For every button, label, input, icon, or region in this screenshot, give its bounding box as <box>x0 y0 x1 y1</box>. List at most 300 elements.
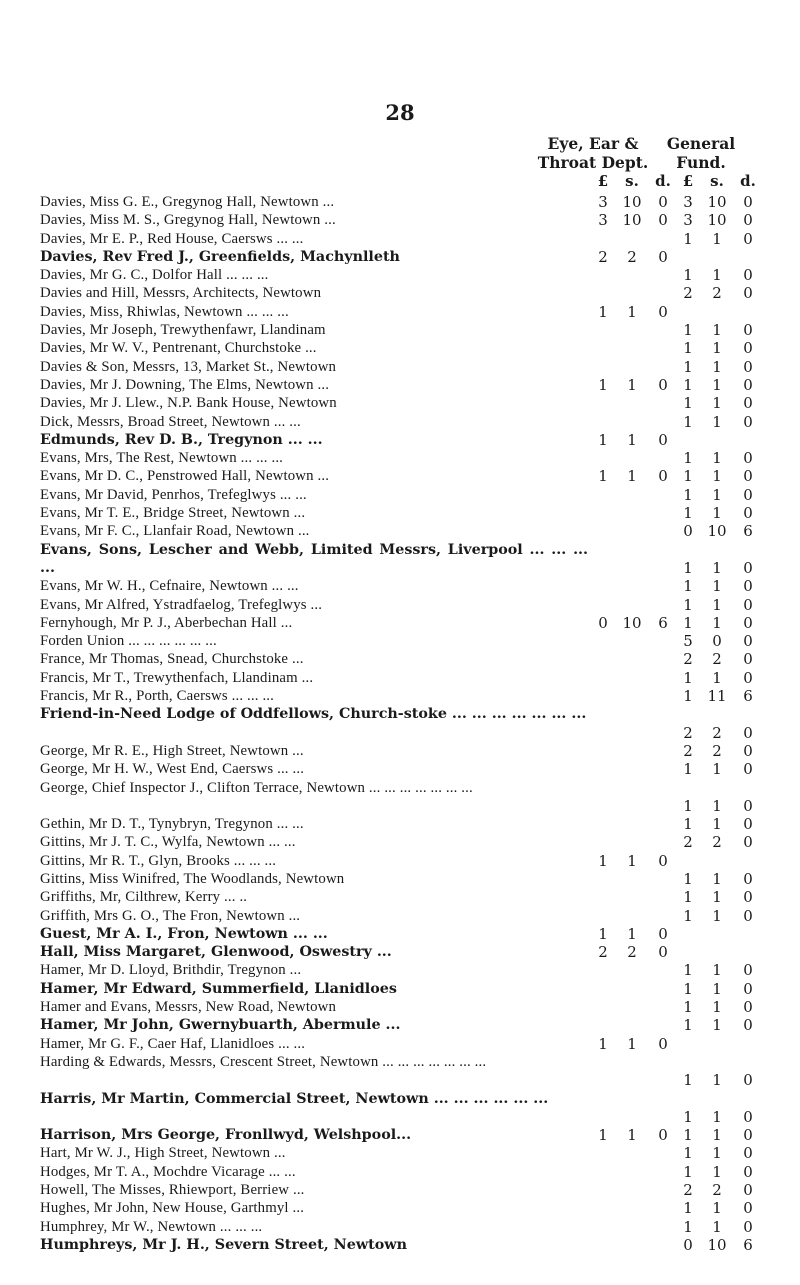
pence-value: 0 <box>743 211 753 230</box>
pounds-value: 2 <box>598 943 608 962</box>
eye-amount <box>590 303 678 321</box>
heading-line: General <box>666 134 736 153</box>
shillings-unit: s. <box>625 172 639 190</box>
general-amount <box>675 1016 763 1034</box>
general-amount <box>675 559 763 577</box>
eye-amount <box>590 211 678 229</box>
pence-unit: d. <box>740 172 756 190</box>
list-item <box>0 193 800 211</box>
shillings-value: 10 <box>622 211 642 230</box>
subscriber-name: Davies, Mr J. Llew., N.P. Bank House, Newtown <box>40 395 337 412</box>
shillings-value: 2 <box>712 833 722 852</box>
pounds-value: 1 <box>683 321 693 340</box>
subscriber-list <box>0 193 800 1254</box>
pence-value: 0 <box>743 1181 753 1200</box>
subscriber-name: Griffith, Mrs G. O., The Fron, Newtown ... <box>40 907 301 924</box>
shillings-value: 1 <box>712 961 722 980</box>
pounds-value: 2 <box>683 741 693 760</box>
subscriber-name: Hall, Miss Margaret, Glenwood, Oswestry ... <box>40 944 392 961</box>
general-amount <box>675 980 763 998</box>
pence-value: 0 <box>743 888 753 907</box>
pounds-value: 1 <box>598 430 608 449</box>
pounds-value: 1 <box>683 558 693 577</box>
subscriber-name: Evans, Mrs, The Rest, Newtown ... ... ... <box>40 450 284 467</box>
shillings-unit: s. <box>710 172 724 190</box>
list-item <box>0 376 800 394</box>
pounds-value: 1 <box>598 851 608 870</box>
shillings-value: 1 <box>627 467 637 486</box>
list-item <box>0 925 800 943</box>
pounds-value: 1 <box>683 375 693 394</box>
general-amount <box>675 833 763 851</box>
general-money-units <box>675 172 763 190</box>
general-amount <box>675 394 763 412</box>
pence-value: 0 <box>743 723 753 742</box>
pounds-value: 1 <box>683 577 693 596</box>
shillings-value: 2 <box>627 247 637 266</box>
subscriber-name: Francis, Mr R., Porth, Caersws ... ... ... <box>40 688 274 705</box>
general-amount <box>675 815 763 833</box>
subscriber-name: Hart, Mr W. J., High Street, Newtown ... <box>40 1145 286 1162</box>
shillings-value: 1 <box>712 595 722 614</box>
pence-value: 0 <box>743 613 753 632</box>
general-amount <box>675 669 763 687</box>
pounds-value: 1 <box>683 1217 693 1236</box>
pence-value: 0 <box>743 1016 753 1035</box>
pence-value: 0 <box>743 668 753 687</box>
pounds-unit: £ <box>682 172 694 190</box>
shillings-value: 2 <box>712 284 722 303</box>
pounds-value: 1 <box>683 339 693 358</box>
list-item <box>0 852 800 870</box>
list-item <box>0 998 800 1016</box>
pounds-value: 1 <box>683 815 693 834</box>
pence-value: 0 <box>743 833 753 852</box>
shillings-value: 1 <box>712 613 722 632</box>
general-amount <box>675 760 763 778</box>
shillings-value: 1 <box>712 321 722 340</box>
general-amount <box>675 724 763 742</box>
pounds-value: 1 <box>683 357 693 376</box>
pounds-value: 1 <box>683 613 693 632</box>
pounds-value: 1 <box>683 998 693 1017</box>
pounds-value: 1 <box>683 1199 693 1218</box>
list-item <box>0 742 800 760</box>
shillings-value: 10 <box>707 211 727 230</box>
subscriber-name: Davies, Mr G. C., Dolfor Hall ... ... ... <box>40 267 269 284</box>
shillings-value: 1 <box>712 1016 722 1035</box>
pence-value: 0 <box>658 1126 668 1145</box>
subscriber-name: Davies and Hill, Messrs, Architects, Newtown <box>40 285 322 302</box>
pence-value: 0 <box>743 321 753 340</box>
list-item <box>0 284 800 302</box>
shillings-value: 1 <box>627 302 637 321</box>
pounds-value: 0 <box>683 522 693 541</box>
subscriber-name: Davies, Miss G. E., Gregynog Hall, Newtown ... <box>40 194 335 210</box>
subscriber-name: Davies, Mr E. P., Red House, Caersws ... ... <box>40 230 304 247</box>
pounds-value: 1 <box>598 467 608 486</box>
subscriber-name: Hodges, Mr T. A., Mochdre Vicarage ... ... <box>40 1163 296 1180</box>
subscriber-name: Gittins, Mr R. T., Glyn, Brooks ... ... ... <box>40 852 277 869</box>
pounds-value: 1 <box>683 1162 693 1181</box>
shillings-value: 1 <box>712 998 722 1017</box>
pence-value: 0 <box>743 979 753 998</box>
pounds-value: 2 <box>683 1181 693 1200</box>
shillings-value: 10 <box>622 613 642 632</box>
shillings-value: 1 <box>712 375 722 394</box>
shillings-value: 2 <box>712 723 722 742</box>
pence-value: 0 <box>743 906 753 925</box>
pounds-value: 2 <box>683 833 693 852</box>
general-amount <box>675 376 763 394</box>
subscriber-name: France, Mr Thomas, Snead, Churchstoke ... <box>40 651 304 668</box>
general-amount <box>675 1071 763 1089</box>
pounds-value: 1 <box>683 687 693 706</box>
pence-value: 0 <box>743 632 753 651</box>
pence-value: 0 <box>743 193 753 211</box>
shillings-value: 1 <box>712 760 722 779</box>
subscriber-name: Davies, Rev Fred J., Greenfields, Machynlleth <box>40 248 400 265</box>
general-amount <box>675 797 763 815</box>
eye-amount <box>590 1126 678 1144</box>
pounds-value: 1 <box>683 229 693 248</box>
list-item <box>0 907 800 925</box>
list-item <box>0 321 800 339</box>
subscriber-name: Davies, Mr W. V., Pentrenant, Churchstoke ... <box>40 340 317 357</box>
pounds-value: 2 <box>683 284 693 303</box>
heading-line: Fund. <box>676 153 726 172</box>
pounds-value: 1 <box>598 1126 608 1145</box>
pence-value: 0 <box>743 1199 753 1218</box>
general-amount <box>675 1126 763 1144</box>
list-item <box>0 541 800 578</box>
subscriber-name: Gethin, Mr D. T., Tynybryn, Tregynon ... ... <box>40 816 304 833</box>
subscriber-name: Evans, Mr T. E., Bridge Street, Newtown ... <box>40 505 306 522</box>
general-amount <box>675 687 763 705</box>
pence-value: 0 <box>743 815 753 834</box>
list-item <box>0 980 800 998</box>
shillings-value: 1 <box>712 1144 722 1163</box>
pounds-value: 0 <box>598 613 608 632</box>
subscriber-name: Hamer, Mr John, Gwernybuarth, Abermule ... <box>40 1017 401 1034</box>
general-amount <box>675 358 763 376</box>
shillings-value: 1 <box>627 1034 637 1053</box>
shillings-value: 1 <box>627 1126 637 1145</box>
shillings-value: 1 <box>712 229 722 248</box>
list-item <box>0 1218 800 1236</box>
shillings-value: 1 <box>712 394 722 413</box>
pence-value: 0 <box>743 595 753 614</box>
pence-value: 0 <box>743 412 753 431</box>
eye-amount <box>590 1035 678 1053</box>
shillings-value: 1 <box>627 924 637 943</box>
subscriber-name: Fernyhough, Mr P. J., Aberbechan Hall ... <box>40 614 293 631</box>
subscriber-name: Davies, Miss, Rhiwlas, Newtown ... ... ... <box>40 303 289 320</box>
list-item <box>0 303 800 321</box>
general-amount <box>675 907 763 925</box>
subscriber-name: Harrison, Mrs George, Fronllwyd, Welshpool... <box>40 1127 412 1144</box>
pence-value: 0 <box>743 796 753 815</box>
general-amount <box>675 596 763 614</box>
shillings-value: 1 <box>712 906 722 925</box>
list-item <box>0 888 800 906</box>
general-amount <box>675 1163 763 1181</box>
eye-amount <box>590 193 678 211</box>
list-item <box>0 1144 800 1162</box>
general-amount <box>675 467 763 485</box>
eye-amount <box>590 431 678 449</box>
list-item <box>0 779 800 816</box>
list-item <box>0 705 800 742</box>
list-item <box>0 870 800 888</box>
pence-value: 0 <box>743 284 753 303</box>
pence-value: 6 <box>743 687 753 706</box>
pence-value: 0 <box>743 998 753 1017</box>
pence-value: 0 <box>743 760 753 779</box>
pounds-value: 1 <box>598 375 608 394</box>
pounds-value: 1 <box>683 467 693 486</box>
shillings-value: 1 <box>712 796 722 815</box>
shillings-value: 1 <box>712 1217 722 1236</box>
shillings-value: 1 <box>712 577 722 596</box>
general-fund-heading <box>612 134 790 172</box>
general-amount <box>675 742 763 760</box>
list-item <box>0 687 800 705</box>
pence-value: 0 <box>658 430 668 449</box>
subscriber-name: Friend-in-Need Lodge of Oddfellows, Church-stoke ... ... ... ... ... ... ... <box>40 706 587 723</box>
list-item <box>0 431 800 449</box>
list-item <box>0 760 800 778</box>
shillings-value: 1 <box>712 449 722 468</box>
heading-line: Eye, Ear & <box>547 134 639 153</box>
general-amount <box>675 211 763 229</box>
pounds-value: 1 <box>683 668 693 687</box>
pence-value: 6 <box>743 1235 753 1254</box>
pounds-value: 1 <box>598 302 608 321</box>
pounds-value: 1 <box>683 1071 693 1090</box>
list-item <box>0 833 800 851</box>
shillings-value: 10 <box>707 1235 727 1254</box>
heading-line: Throat Dept. <box>537 153 649 172</box>
shillings-value: 1 <box>627 375 637 394</box>
shillings-value: 1 <box>712 266 722 285</box>
shillings-value: 1 <box>712 558 722 577</box>
pounds-value: 3 <box>683 211 693 230</box>
shillings-value: 1 <box>712 888 722 907</box>
pence-value: 6 <box>658 613 668 632</box>
shillings-value: 1 <box>712 869 722 888</box>
general-amount <box>675 486 763 504</box>
general-amount <box>675 1236 763 1254</box>
shillings-value: 1 <box>712 1126 722 1145</box>
subscriber-name: George, Mr H. W., West End, Caersws ... ... <box>40 761 305 778</box>
pounds-value: 1 <box>683 266 693 285</box>
general-amount <box>675 1199 763 1217</box>
list-item <box>0 1126 800 1144</box>
shillings-value: 1 <box>712 339 722 358</box>
pounds-value: 1 <box>683 760 693 779</box>
list-item <box>0 339 800 357</box>
subscriber-name: Griffiths, Mr, Cilthrew, Kerry ... .. <box>40 889 248 906</box>
pence-value: 0 <box>743 869 753 888</box>
shillings-value: 1 <box>627 851 637 870</box>
shillings-value: 11 <box>707 687 727 706</box>
pounds-value: 1 <box>683 595 693 614</box>
pounds-value: 3 <box>683 193 693 211</box>
pounds-value: 1 <box>683 1107 693 1126</box>
list-item <box>0 504 800 522</box>
general-amount <box>675 650 763 668</box>
eye-amount <box>590 248 678 266</box>
pence-value: 0 <box>743 741 753 760</box>
shillings-value: 1 <box>712 357 722 376</box>
pounds-value: 1 <box>683 961 693 980</box>
pence-value: 0 <box>743 1107 753 1126</box>
shillings-value: 10 <box>622 193 642 211</box>
list-item <box>0 632 800 650</box>
pence-value: 0 <box>743 1162 753 1181</box>
subscriber-name: Evans, Mr D. C., Penstrowed Hall, Newtown ... <box>40 468 330 485</box>
pence-value: 0 <box>743 1217 753 1236</box>
subscriber-name: Humphreys, Mr J. H., Severn Street, Newtown <box>40 1236 407 1253</box>
subscriber-name: Hughes, Mr John, New House, Garthmyl ... <box>40 1200 305 1217</box>
subscriber-name: Evans, Mr W. H., Cefnaire, Newtown ... ... <box>40 578 299 595</box>
pounds-value: 3 <box>598 193 608 211</box>
subscriber-name: Guest, Mr A. I., Fron, Newtown ... ... <box>40 925 328 942</box>
general-amount <box>675 577 763 595</box>
list-item <box>0 1053 800 1090</box>
list-item <box>0 358 800 376</box>
eye-amount <box>590 467 678 485</box>
pence-value: 0 <box>743 375 753 394</box>
pounds-value: 3 <box>598 211 608 230</box>
shillings-value: 2 <box>712 1181 722 1200</box>
subscriber-name: Harding & Edwards, Messrs, Crescent Street, Newtown ... ... ... ... ... ... ... <box>40 1053 487 1070</box>
list-item <box>0 1163 800 1181</box>
pounds-value: 1 <box>683 796 693 815</box>
general-amount <box>675 413 763 431</box>
pence-value: 0 <box>743 339 753 358</box>
eye-amount <box>590 925 678 943</box>
pounds-value: 1 <box>683 1144 693 1163</box>
list-item <box>0 815 800 833</box>
shillings-value: 10 <box>707 522 727 541</box>
pence-value: 0 <box>743 229 753 248</box>
list-item <box>0 1016 800 1034</box>
subscriber-name: Davies, Mr Joseph, Trewythenfawr, Llandinam <box>40 322 326 339</box>
shillings-value: 1 <box>712 815 722 834</box>
subscriber-name: George, Mr R. E., High Street, Newtown ... <box>40 742 304 759</box>
general-amount <box>675 1218 763 1236</box>
pence-value: 0 <box>743 357 753 376</box>
subscriber-name: Forden Union ... ... ... ... ... ... <box>40 633 217 650</box>
shillings-value: 1 <box>712 467 722 486</box>
shillings-value: 1 <box>712 668 722 687</box>
subscriber-name: Dick, Messrs, Broad Street, Newtown ... ... <box>40 413 301 430</box>
pence-value: 0 <box>658 924 668 943</box>
general-amount <box>675 888 763 906</box>
list-item <box>0 230 800 248</box>
list-item <box>0 943 800 961</box>
pence-value: 0 <box>658 851 668 870</box>
pounds-value: 5 <box>683 632 693 651</box>
pounds-value: 2 <box>683 650 693 669</box>
pounds-value: 1 <box>683 394 693 413</box>
pence-value: 0 <box>658 193 668 211</box>
shillings-value: 1 <box>712 1162 722 1181</box>
general-amount <box>675 230 763 248</box>
subscriber-name: Hamer, Mr Edward, Summerfield, Llanidloes <box>40 980 397 997</box>
eye-amount <box>590 852 678 870</box>
eye-amount <box>590 614 678 632</box>
list-item <box>0 449 800 467</box>
shillings-value: 2 <box>627 943 637 962</box>
pounds-value: 1 <box>683 412 693 431</box>
subscriber-name: Evans, Mr David, Penrhos, Trefeglwys ... ... <box>40 486 307 503</box>
pence-value: 0 <box>743 504 753 523</box>
general-amount <box>675 266 763 284</box>
pence-value: 0 <box>743 558 753 577</box>
general-amount <box>675 449 763 467</box>
general-amount <box>675 1108 763 1126</box>
pence-value: 0 <box>658 375 668 394</box>
pence-value: 6 <box>743 522 753 541</box>
pounds-value: 1 <box>683 504 693 523</box>
pence-value: 0 <box>658 302 668 321</box>
pounds-value: 1 <box>683 485 693 504</box>
pence-value: 0 <box>658 247 668 266</box>
list-item <box>0 669 800 687</box>
pounds-value: 2 <box>598 247 608 266</box>
list-item <box>0 1035 800 1053</box>
pence-value: 0 <box>743 485 753 504</box>
list-item <box>0 614 800 632</box>
pounds-value: 1 <box>683 449 693 468</box>
list-item <box>0 266 800 284</box>
subscriber-name: Hamer, Mr G. F., Caer Haf, Llanidloes ... ... <box>40 1035 306 1052</box>
shillings-value: 1 <box>712 979 722 998</box>
pence-unit: d. <box>655 172 671 190</box>
general-amount <box>675 1144 763 1162</box>
pounds-value: 1 <box>683 1126 693 1145</box>
shillings-value: 1 <box>712 504 722 523</box>
list-item <box>0 211 800 229</box>
list-item <box>0 1181 800 1199</box>
list-item <box>0 1199 800 1217</box>
subscriber-name: George, Chief Inspector J., Clifton Terrace, Newtown ... ... ... ... ... ... ... <box>40 779 473 796</box>
pence-value: 0 <box>658 943 668 962</box>
shillings-value: 0 <box>712 632 722 651</box>
general-amount <box>675 1181 763 1199</box>
general-amount <box>675 614 763 632</box>
pence-value: 0 <box>658 1034 668 1053</box>
pence-value: 0 <box>743 449 753 468</box>
subscriber-name: Gittins, Miss Winifred, The Woodlands, Newtown <box>40 870 345 887</box>
pence-value: 0 <box>743 266 753 285</box>
shillings-value: 1 <box>627 430 637 449</box>
pounds-value: 1 <box>683 906 693 925</box>
general-amount <box>675 284 763 302</box>
subscriber-name: Davies & Son, Messrs, 13, Market St., Newtown <box>40 358 337 375</box>
shillings-value: 1 <box>712 1071 722 1090</box>
subscriber-name: Evans, Sons, Lescher and Webb, Limited Messrs, Liverpool ... ... ... ... <box>40 541 588 576</box>
general-amount <box>675 522 763 540</box>
subscriber-name: Humphrey, Mr W., Newtown ... ... ... <box>40 1218 263 1235</box>
page-number: 28 <box>385 100 415 125</box>
pence-value: 0 <box>743 1144 753 1163</box>
list-item <box>0 486 800 504</box>
general-amount <box>675 998 763 1016</box>
